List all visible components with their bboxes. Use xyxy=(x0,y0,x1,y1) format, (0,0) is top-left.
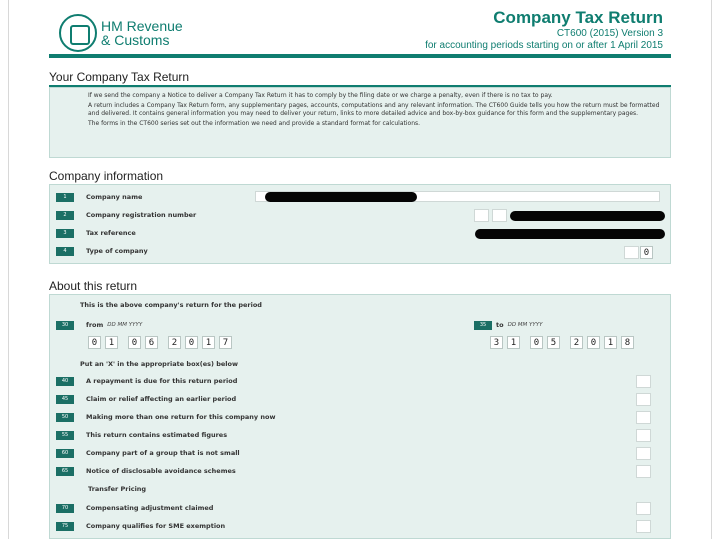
from-month-digit-1[interactable]: 0 xyxy=(128,336,141,349)
checkbox-row xyxy=(50,393,670,405)
from-year-digit-3[interactable]: 1 xyxy=(202,336,215,349)
form-title: Company Tax Return xyxy=(493,8,663,27)
tax-reference-row xyxy=(50,227,136,239)
company-type-value[interactable]: 0 xyxy=(640,246,653,259)
box-number: 1 xyxy=(56,193,74,202)
company-type-row xyxy=(50,245,148,257)
redaction-bar xyxy=(265,192,417,202)
checkbox-label: Company qualifies for SME exemption xyxy=(86,522,226,530)
logo-line-2: & Customs xyxy=(101,32,170,48)
transfer-pricing-heading: Transfer Pricing xyxy=(88,485,147,493)
to-year-digit-3[interactable]: 1 xyxy=(604,336,617,349)
to-year-digit-1[interactable]: 2 xyxy=(570,336,583,349)
instruction-label: Put an 'X' in the appropriate box(es) below xyxy=(80,360,238,368)
box-number: 50 xyxy=(56,413,74,422)
registration-row xyxy=(50,209,196,221)
checkbox-label: Claim or relief affecting an earlier period xyxy=(86,395,237,403)
registration-label: Company registration number xyxy=(86,211,197,219)
box-number: 60 xyxy=(56,449,74,458)
tax-return-page xyxy=(8,0,712,539)
repayment-due-checkbox[interactable] xyxy=(636,375,651,388)
about-heading: About this return xyxy=(49,279,671,296)
group-company-checkbox[interactable] xyxy=(636,447,651,460)
checkbox-label: Compensating adjustment claimed xyxy=(86,504,214,512)
box-number: 35 xyxy=(474,321,492,330)
box-number: 45 xyxy=(56,395,74,404)
form-subtitle: for accounting periods starting on or after 1 April 2015 xyxy=(425,40,663,51)
company-name-row xyxy=(50,191,142,203)
intro-heading: Your Company Tax Return xyxy=(49,70,671,87)
intro-paragraph-1: If we send the company a Notice to deliver a Company Tax Return it has to comply by the filing date or we charge a penalty, even if there is no tax to pay. xyxy=(88,92,553,99)
box-number: 65 xyxy=(56,467,74,476)
checkbox-row xyxy=(50,465,670,477)
to-month-digit-1[interactable]: 0 xyxy=(530,336,543,349)
form-title-block xyxy=(425,8,663,52)
registration-box[interactable] xyxy=(492,209,507,222)
to-year-digit-2[interactable]: 0 xyxy=(587,336,600,349)
to-row xyxy=(474,319,542,331)
crown-crest-icon xyxy=(59,14,97,52)
box-number: 40 xyxy=(56,377,74,386)
checkbox-row xyxy=(50,520,670,532)
from-row xyxy=(50,319,142,331)
from-format-hint: DD MM YYYY xyxy=(107,322,143,328)
to-format-hint: DD MM YYYY xyxy=(507,322,543,328)
box-number: 70 xyxy=(56,504,74,513)
checkbox-label: Company part of a group that is not small xyxy=(86,449,240,457)
box-number: 55 xyxy=(56,431,74,440)
registration-box[interactable] xyxy=(474,209,489,222)
multiple-returns-checkbox[interactable] xyxy=(636,411,651,424)
compensating-adjustment-checkbox[interactable] xyxy=(636,502,651,515)
from-year-digit-1[interactable]: 2 xyxy=(168,336,181,349)
checkbox-label: Notice of disclosable avoidance schemes xyxy=(86,467,236,475)
form-version: CT600 (2015) Version 3 xyxy=(556,28,663,39)
checkbox-row xyxy=(50,447,670,459)
redaction-bar xyxy=(475,229,665,239)
earlier-period-claim-checkbox[interactable] xyxy=(636,393,651,406)
avoidance-schemes-checkbox[interactable] xyxy=(636,465,651,478)
from-month-digit-2[interactable]: 6 xyxy=(145,336,158,349)
header-rule xyxy=(49,54,671,58)
checkbox-row xyxy=(50,411,670,423)
checkbox-label: Making more than one return for this company now xyxy=(86,413,276,421)
box-number: 75 xyxy=(56,522,74,531)
checkbox-row xyxy=(50,375,670,387)
box-number: 2 xyxy=(56,211,74,220)
company-type-box[interactable] xyxy=(624,246,639,259)
redaction-bar xyxy=(510,211,665,221)
checkbox-label: This return contains estimated figures xyxy=(86,431,228,439)
from-year-digit-2[interactable]: 0 xyxy=(185,336,198,349)
tax-reference-label: Tax reference xyxy=(86,229,136,237)
to-label: to xyxy=(496,321,504,329)
company-info-panel xyxy=(49,184,671,264)
company-info-heading: Company information xyxy=(49,169,671,186)
box-number: 30 xyxy=(56,321,74,330)
period-label: This is the above company's return for the period xyxy=(80,301,262,309)
from-year-digit-4[interactable]: 7 xyxy=(219,336,232,349)
to-day-digit-1[interactable]: 3 xyxy=(490,336,503,349)
about-panel xyxy=(49,294,671,539)
intro-paragraph-2: A return includes a Company Tax Return form, any supplementary pages, accounts, computations and any relevant information. The CT600 Guide tells you how the return must be formatted and delivered. It contains general information you may need to deliver your return, links to more detailed advice and box-by-box guidance for this form and the supplementary pages. xyxy=(88,102,660,117)
from-day-digit-1[interactable]: 0 xyxy=(88,336,101,349)
from-day-digit-2[interactable]: 1 xyxy=(105,336,118,349)
hmrc-logo xyxy=(59,14,183,52)
to-month-digit-2[interactable]: 5 xyxy=(547,336,560,349)
checkbox-row xyxy=(50,429,670,441)
to-year-digit-4[interactable]: 8 xyxy=(621,336,634,349)
box-number: 3 xyxy=(56,229,74,238)
intro-paragraph-3: The forms in the CT600 series set out the information we need and provide a standard format for calculations. xyxy=(88,120,421,127)
intro-panel xyxy=(49,87,671,158)
checkbox-label: A repayment is due for this return period xyxy=(86,377,238,385)
company-name-label: Company name xyxy=(86,193,143,201)
estimated-figures-checkbox[interactable] xyxy=(636,429,651,442)
company-type-label: Type of company xyxy=(86,247,148,255)
sme-exemption-checkbox[interactable] xyxy=(636,520,651,533)
logo-line-1: HM Revenue xyxy=(101,18,183,34)
box-number: 4 xyxy=(56,247,74,256)
from-label: from xyxy=(86,321,104,329)
checkbox-row xyxy=(50,502,670,514)
to-day-digit-2[interactable]: 1 xyxy=(507,336,520,349)
